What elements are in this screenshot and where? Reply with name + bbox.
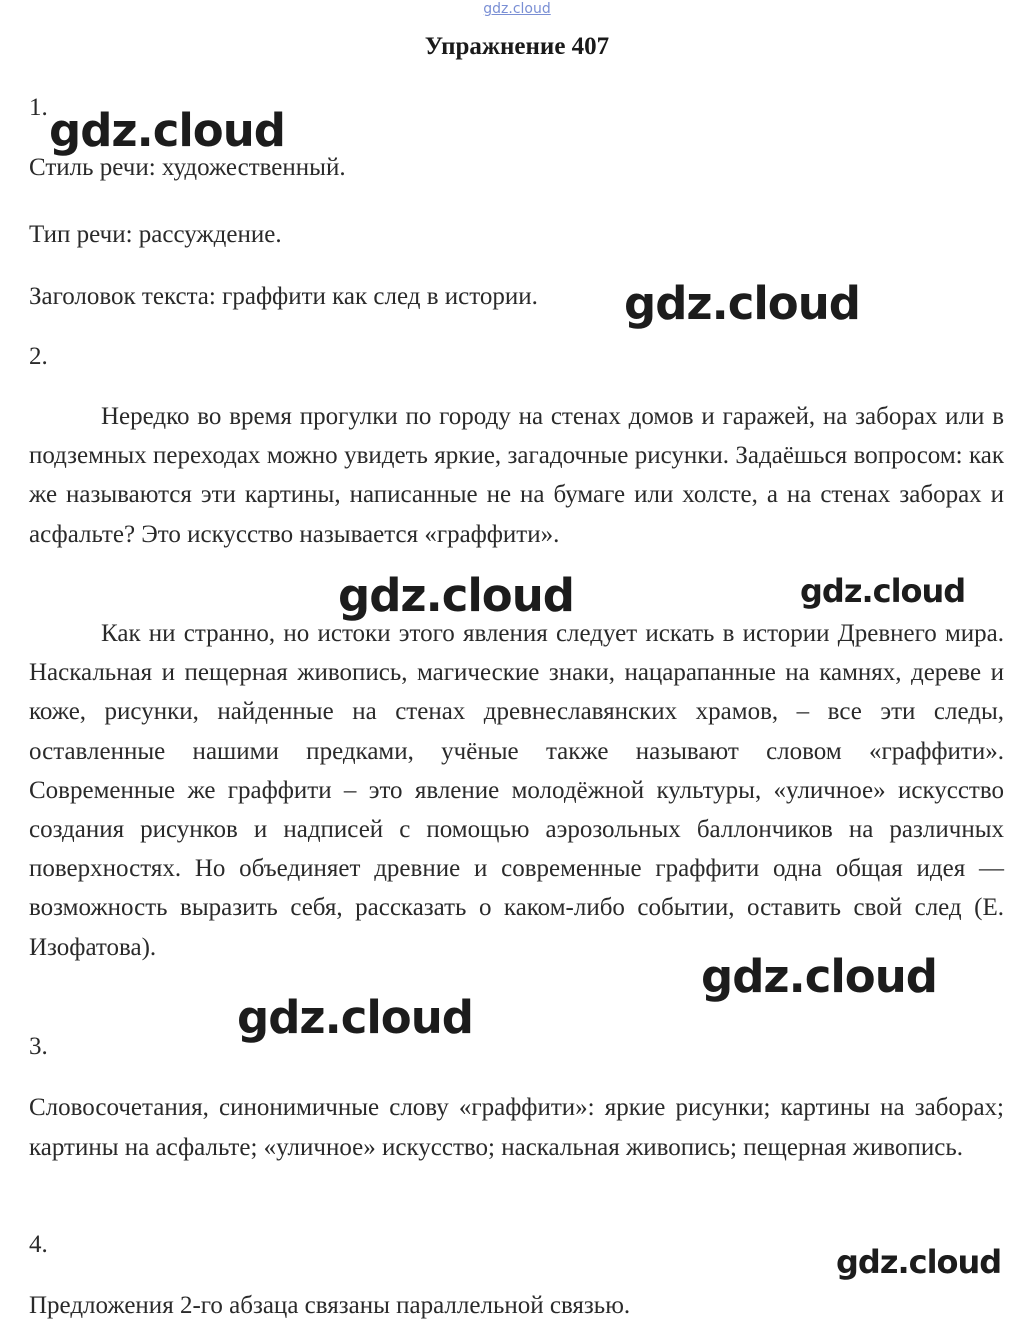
section-3-number: 3. bbox=[29, 1033, 48, 1060]
watermark-logo: gdz.cloud bbox=[800, 572, 966, 610]
paragraph-1: Нередко во время прогулки по городу на стенах домов и гаражей, на заборах или в подземных переходах можно увидеть яркие, загадочные рисунки. Задаёшься вопросом: как же называются эти картины, написанные не на бумаге или холсте, а на стенах заборах и асфальте? Это искусство называется «граффити». bbox=[29, 403, 1004, 548]
watermark-logo: gdz.cloud bbox=[49, 104, 285, 157]
top-watermark: gdz.cloud bbox=[483, 1, 551, 17]
watermark-logo: gdz.cloud bbox=[237, 991, 473, 1044]
text-heading: Заголовок текста: граффити как след в истории. bbox=[29, 283, 538, 310]
section-2-number: 2. bbox=[29, 343, 48, 370]
section-1-number: 1. bbox=[29, 94, 48, 121]
connection-type: Предложения 2-го абзаца связаны параллельной связью. bbox=[29, 1292, 631, 1319]
watermark-logo: gdz.cloud bbox=[624, 277, 860, 330]
paragraph-2: Как ни странно, но истоки этого явления следует искать в истории Древнего мира. Наскальная и пещерная живопись, магические знаки, нацарапанные на камнях, дереве и коже, рисунки, найденные на стенах древнеславянских храмов, – все эти следы, оставленные нашими предками, учёные также называют словом «граффити». Современные же граффити – это явление молодёжной культуры, «уличное» искусство создания рисунков и надписей с помощью аэрозольных баллончиков на различных поверхностях. Но объединяет древние и современные граффити одна общая идея — возможность выразить себя, рассказать о каком-либо событии, оставить свой след (Е. Изофатова). bbox=[29, 620, 1004, 961]
speech-type: Тип речи: рассуждение. bbox=[29, 221, 282, 248]
page-title: Упражнение 407 bbox=[424, 33, 610, 60]
watermark-logo: gdz.cloud bbox=[836, 1243, 1002, 1281]
watermark-logo: gdz.cloud bbox=[338, 569, 574, 622]
section-4-number: 4. bbox=[29, 1231, 48, 1258]
watermark-logo: gdz.cloud bbox=[701, 950, 937, 1003]
speech-style: Стиль речи: художественный. bbox=[29, 154, 346, 181]
synonym-phrases: Словосочетания, синонимичные слову «граффити»: яркие рисунки; картины на заборах; картины на асфальте; «уличное» искусство; наскальная живопись; пещерная живопись. bbox=[29, 1094, 1004, 1161]
